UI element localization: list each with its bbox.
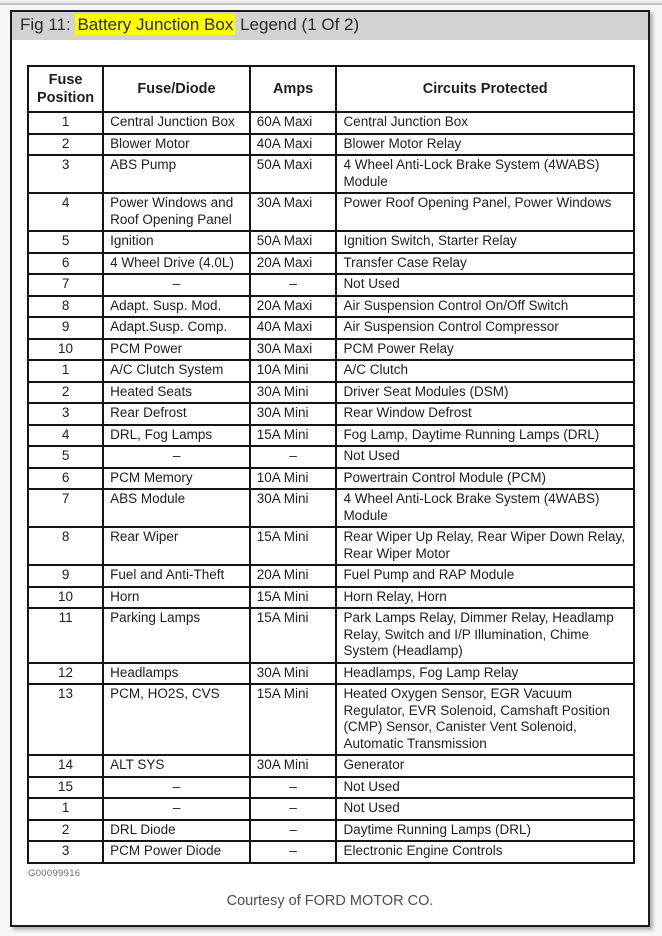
circuits-cell: Powertrain Control Module (PCM) — [336, 468, 634, 490]
circuits-cell: Rear Window Defrost — [336, 403, 634, 425]
circuits-cell: PCM Power Relay — [336, 339, 634, 361]
figure-title-suffix: Legend (1 Of 2) — [235, 15, 360, 34]
table-row — [28, 296, 634, 318]
fuse-position-cell: 3 — [28, 841, 103, 863]
amps-cell: 20A Maxi — [250, 253, 337, 275]
amps-cell: 30A Maxi — [250, 193, 337, 231]
table-row — [28, 231, 634, 253]
circuits-cell: Not Used — [336, 777, 634, 799]
fuse-position-cell: 3 — [28, 155, 103, 193]
fuse-diode-cell: PCM Power — [103, 339, 250, 361]
fuse-position-cell: 2 — [28, 382, 103, 404]
amps-cell: – — [250, 798, 337, 820]
amps-cell: 15A Mini — [250, 587, 337, 609]
amps-cell: 40A Maxi — [250, 134, 337, 156]
fuse-position-cell: 7 — [28, 489, 103, 527]
fuse-position-cell: 4 — [28, 193, 103, 231]
figure-title — [12, 12, 648, 40]
fuse-position-cell: 14 — [28, 755, 103, 777]
courtesy-note: Courtesy of FORD MOTOR CO. — [226, 893, 434, 909]
fuse-position-cell: 1 — [28, 798, 103, 820]
table-row — [28, 382, 634, 404]
fuse-diode-cell: ALT SYS — [103, 755, 250, 777]
header-circuits-protected: Circuits Protected — [336, 66, 634, 112]
circuits-cell: Air Suspension Control On/Off Switch — [336, 296, 634, 318]
circuits-cell: Driver Seat Modules (DSM) — [336, 382, 634, 404]
circuits-cell: Blower Motor Relay — [336, 134, 634, 156]
table-row — [28, 425, 634, 447]
table-row — [28, 339, 634, 361]
header-amps: Amps — [250, 66, 337, 112]
table-row — [28, 446, 634, 468]
amps-cell: 50A Maxi — [250, 155, 337, 193]
fuse-diode-cell: PCM Memory — [103, 468, 250, 490]
fuse-diode-cell: ABS Pump — [103, 155, 250, 193]
fuse-position-cell: 1 — [28, 112, 103, 134]
fuse-diode-cell: – — [103, 798, 250, 820]
fuse-position-cell: 13 — [28, 684, 103, 755]
fuse-position-cell: 3 — [28, 403, 103, 425]
fuse-position-cell: 9 — [28, 317, 103, 339]
fuse-position-cell: 15 — [28, 777, 103, 799]
fuse-diode-cell: Ignition — [103, 231, 250, 253]
table-row — [28, 317, 634, 339]
circuits-cell: Power Roof Opening Panel, Power Windows — [336, 193, 634, 231]
fuse-position-cell: 2 — [28, 820, 103, 842]
fuse-diode-cell: DRL, Fog Lamps — [103, 425, 250, 447]
table-row — [28, 565, 634, 587]
amps-cell: 50A Maxi — [250, 231, 337, 253]
figure-content — [12, 40, 648, 879]
table-row — [28, 274, 634, 296]
circuits-cell: Not Used — [336, 798, 634, 820]
top-divider — [0, 0, 662, 5]
fuse-position-cell: 5 — [28, 231, 103, 253]
fuse-position-cell: 8 — [28, 296, 103, 318]
table-row — [28, 820, 634, 842]
fuse-diode-cell: Power Windows and Roof Opening Panel — [103, 193, 250, 231]
circuits-cell: Electronic Engine Controls — [336, 841, 634, 863]
fuse-position-cell: 4 — [28, 425, 103, 447]
fuse-position-cell: 5 — [28, 446, 103, 468]
fuse-diode-cell: Parking Lamps — [103, 608, 250, 663]
fuse-position-cell: 9 — [28, 565, 103, 587]
fuse-diode-cell: Fuel and Anti-Theft — [103, 565, 250, 587]
fuse-position-cell: 1 — [28, 360, 103, 382]
amps-cell: 30A Mini — [250, 403, 337, 425]
fuse-position-cell: 10 — [28, 587, 103, 609]
fuse-position-cell: 8 — [28, 527, 103, 565]
fuse-diode-cell: – — [103, 274, 250, 296]
amps-cell: 15A Mini — [250, 425, 337, 447]
fuse-diode-cell: 4 Wheel Drive (4.0L) — [103, 253, 250, 275]
amps-cell: 10A Mini — [250, 468, 337, 490]
table-row — [28, 489, 634, 527]
circuits-cell: Heated Oxygen Sensor, EGR Vacuum Regulator, EVR Solenoid, Camshaft Position (CMP) Sensor, Canister Vent Solenoid, Automatic Transmission — [336, 684, 634, 755]
fuse-diode-cell: A/C Clutch System — [103, 360, 250, 382]
fuse-diode-cell: – — [103, 446, 250, 468]
table-row — [28, 777, 634, 799]
figure-page — [10, 10, 650, 927]
fuse-diode-cell: PCM Power Diode — [103, 841, 250, 863]
fuse-position-cell: 6 — [28, 253, 103, 275]
fuse-diode-cell: Heated Seats — [103, 382, 250, 404]
circuits-cell: Horn Relay, Horn — [336, 587, 634, 609]
amps-cell: – — [250, 777, 337, 799]
fuse-diode-cell: Blower Motor — [103, 134, 250, 156]
header-fuse-diode: Fuse/Diode — [103, 66, 250, 112]
amps-cell: 30A Mini — [250, 382, 337, 404]
fuse-diode-cell: Rear Defrost — [103, 403, 250, 425]
fuse-diode-cell: DRL Diode — [103, 820, 250, 842]
amps-cell: 20A Maxi — [250, 296, 337, 318]
amps-cell: 15A Mini — [250, 684, 337, 755]
fuse-diode-cell: Adapt. Susp. Mod. — [103, 296, 250, 318]
fuse-diode-cell: Horn — [103, 587, 250, 609]
header-fuse-position: Fuse Position — [28, 66, 103, 112]
fuse-legend-table — [27, 65, 635, 864]
circuits-cell: 4 Wheel Anti-Lock Brake System (4WABS) Module — [336, 155, 634, 193]
table-header-row — [28, 66, 634, 112]
amps-cell: 15A Mini — [250, 608, 337, 663]
circuits-cell: Not Used — [336, 274, 634, 296]
fuse-position-cell: 11 — [28, 608, 103, 663]
table-row — [28, 193, 634, 231]
fuse-position-cell: 7 — [28, 274, 103, 296]
amps-cell: 30A Mini — [250, 663, 337, 685]
fuse-diode-cell: Adapt.Susp. Comp. — [103, 317, 250, 339]
table-row — [28, 253, 634, 275]
amps-cell: 15A Mini — [250, 527, 337, 565]
circuits-cell: A/C Clutch — [336, 360, 634, 382]
fuse-position-cell: 6 — [28, 468, 103, 490]
figure-title-highlight: Battery Junction Box — [77, 15, 234, 34]
table-row — [28, 155, 634, 193]
amps-cell: 30A Mini — [250, 489, 337, 527]
circuits-cell: Ignition Switch, Starter Relay — [336, 231, 634, 253]
circuits-cell: Daytime Running Lamps (DRL) — [336, 820, 634, 842]
amps-cell: 30A Maxi — [250, 339, 337, 361]
figure-title-prefix: Fig 11: — [20, 15, 76, 34]
amps-cell: 20A Mini — [250, 565, 337, 587]
circuits-cell: Rear Wiper Up Relay, Rear Wiper Down Relay, Rear Wiper Motor — [336, 527, 634, 565]
circuits-cell: Transfer Case Relay — [336, 253, 634, 275]
table-row — [28, 360, 634, 382]
amps-cell: – — [250, 841, 337, 863]
fuse-diode-cell: PCM, HO2S, CVS — [103, 684, 250, 755]
circuits-cell: Fuel Pump and RAP Module — [336, 565, 634, 587]
circuits-cell: 4 Wheel Anti-Lock Brake System (4WABS) Module — [336, 489, 634, 527]
figure-code: G00099916 — [28, 867, 81, 879]
fuse-diode-cell: ABS Module — [103, 489, 250, 527]
circuits-cell: Air Suspension Control Compressor — [336, 317, 634, 339]
amps-cell: 10A Mini — [250, 360, 337, 382]
circuits-cell: Fog Lamp, Daytime Running Lamps (DRL) — [336, 425, 634, 447]
fuse-position-cell: 12 — [28, 663, 103, 685]
fuse-position-cell: 2 — [28, 134, 103, 156]
circuits-cell: Not Used — [336, 446, 634, 468]
circuits-cell: Headlamps, Fog Lamp Relay — [336, 663, 634, 685]
circuits-cell: Central Junction Box — [336, 112, 634, 134]
table-row — [28, 468, 634, 490]
table-row — [28, 755, 634, 777]
circuits-cell: Park Lamps Relay, Dimmer Relay, Headlamp Relay, Switch and I/P Illumination, Chime System (Headlamp) — [336, 608, 634, 663]
table-row — [28, 134, 634, 156]
table-row — [28, 684, 634, 755]
table-row — [28, 798, 634, 820]
table-row — [28, 841, 634, 863]
fuse-diode-cell: Rear Wiper — [103, 527, 250, 565]
fuse-position-cell: 10 — [28, 339, 103, 361]
table-row — [28, 587, 634, 609]
amps-cell: – — [250, 274, 337, 296]
amps-cell: 60A Maxi — [250, 112, 337, 134]
circuits-cell: Generator — [336, 755, 634, 777]
fuse-diode-cell: – — [103, 777, 250, 799]
table-row — [28, 608, 634, 663]
amps-cell: – — [250, 446, 337, 468]
table-row — [28, 663, 634, 685]
table-row — [28, 527, 634, 565]
table-row — [28, 403, 634, 425]
amps-cell: – — [250, 820, 337, 842]
amps-cell: 40A Maxi — [250, 317, 337, 339]
fuse-table-body — [28, 112, 634, 863]
table-row — [28, 112, 634, 134]
fuse-diode-cell: Headlamps — [103, 663, 250, 685]
fuse-diode-cell: Central Junction Box — [103, 112, 250, 134]
amps-cell: 30A Mini — [250, 755, 337, 777]
